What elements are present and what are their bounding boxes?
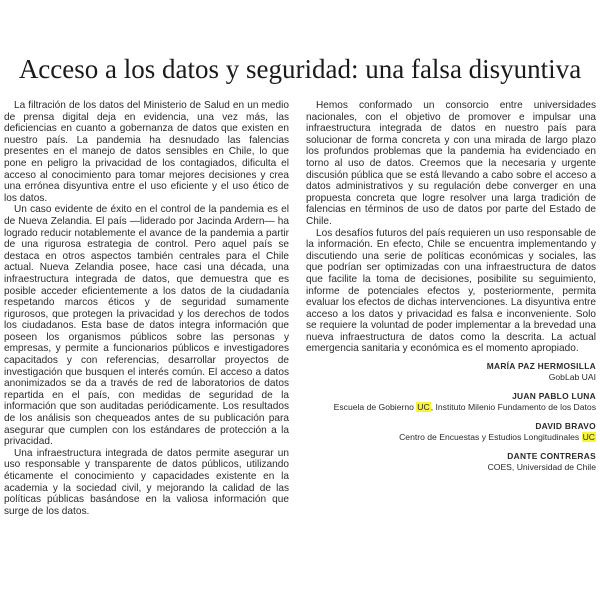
signature-name: DAVID BRAVO [535, 421, 596, 432]
signature-affiliation [306, 462, 596, 473]
signature-block [306, 391, 596, 413]
highlighted-text: UC [582, 432, 595, 443]
paragraph: Hemos conformado un consorcio entre universidades nacionales, con el objetivo de promover e impulsar una infraestructura integrada de datos en nuestro país para solucionar de forma concreta y con una mirada de largo plazo los profundos problemas que la pandemia ha evidenciado en torno al uso de datos. Creemos que la necesaria y urgente discusión pública que se está llevando a cabo sobre el acceso a datos administrativos y su regulación debe converger en una propuesta concreta que logre resolver una larga tradición de falencias en términos de uso de datos por parte del Estado de Chile. [306, 100, 596, 227]
signature-block [306, 361, 596, 383]
signatures [306, 361, 596, 473]
affiliation-text: GobLab UAI [548, 372, 596, 383]
signature-name: MARÍA PAZ HERMOSILLA [486, 361, 596, 372]
affiliation-text: COES, Universidad de Chile [487, 462, 596, 473]
left-column [4, 100, 289, 517]
affiliation-text: Centro de Encuestas y Estudios Longitudinales [399, 432, 582, 443]
paragraph: Un caso evidente de éxito en el control de la pandemia es el de Nueva Zelandia. El país —liderado por Jacinda Ardern— ha logrado reducir notablemente el avance de la pandemia a partir de una rigurosa estrategia de control. Pero aquel país se destaca en otros aspectos también centrales para el Chile actual. Nueva Zelandia posee, hace casi una década, una infraestructura integrada de datos, que demuestra que es posible acceder eficientemente a los datos de la ciudadanía respetando marcos éticos y de seguridad sumamente rigurosos, que protegen la privacidad y los derechos de todos los ciudadanos. Esta base de datos integra información que poseen los organismos públicos sobre las personas y empresas, y permite a funcionarios públicos e investigadores capacitados y con referencias, desarrollar proyectos de investigación que busquen el interés común. El acceso a datos anonimizados se da a través de red de laboratorios de datos repartida en el país, con medidas de seguridad de la información que son auditadas periódicamente. Los resultados de los análisis son chequeados antes de su publicación para asegurar que cumplen con los estándares de protección a la privacidad. [4, 204, 289, 448]
affiliation-text: Escuela de Gobierno [333, 402, 417, 413]
signature-affiliation [306, 402, 596, 413]
affiliation-text: , Instituto Milenio Fundamento de los Datos [430, 402, 596, 413]
signature-affiliation [306, 372, 596, 383]
signature-block [306, 421, 596, 443]
right-column [306, 100, 596, 473]
highlighted-text: UC [417, 402, 430, 413]
signature-block [306, 451, 596, 473]
signature-name: JUAN PABLO LUNA [512, 391, 596, 402]
signature-affiliation [306, 432, 596, 443]
paragraph: Una infraestructura integrada de datos permite asegurar un uso responsable y transparente de datos públicos, utilizando éticamente el conocimiento y capacidades existente en la academia y la sociedad civil, y mejorando la calidad de las políticas públicas basándose en la valiosa información que surge de los datos. [4, 447, 289, 517]
article-headline: Acceso a los datos y seguridad: una falsa disyuntiva [18, 54, 582, 84]
paragraph: Los desafíos futuros del país requieren un uso responsable de la información. En efecto, Chile se encuentra implementando y discutiendo una serie de políticas económicas y sociales, las que podrían ser optimizadas con una infraestructura de datos que facilite la toma de decisiones, posibilite su seguimiento, informe de potenciales efectos y, posteriormente, permita evaluar los efectos de dichas intervenciones. La disyuntiva entre acceso a los datos y privacidad es falsa e inconveniente. Solo se requiere la voluntad de poder implementar a la brevedad una nueva infraestructura de datos como la descrita. La actual emergencia sanitaria y económica es el momento apropiado. [306, 227, 596, 355]
signature-name: DANTE CONTRERAS [507, 451, 596, 462]
paragraph: La filtración de los datos del Ministerio de Salud en un medio de prensa digital deja en evidencia, una vez más, las deficiencias en cuanto a gobernanza de datos que existen en nuestro país. La pandemia ha desnudado las falencias presentes en el manejo de datos sensibles en Chile, lo que pone en peligro la privacidad de los contagiados, dificulta el acceso al conocimiento para tomar mejores decisiones y crea una errónea disyuntiva entre el uso eficiente y el uso ético de los datos. [4, 100, 289, 204]
